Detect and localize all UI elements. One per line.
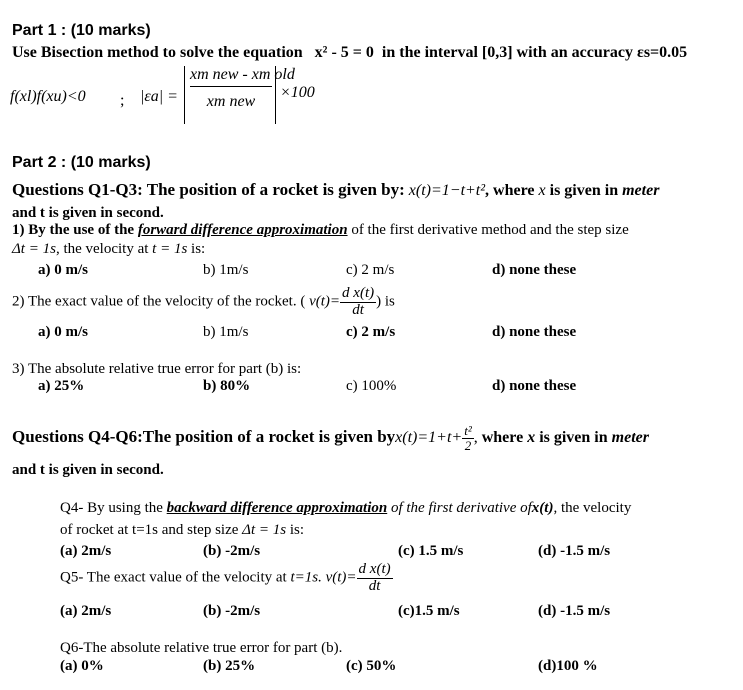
- q1-method: forward difference approximation: [137, 222, 348, 238]
- q4-6-meter: meter: [611, 428, 649, 446]
- q2-post: ) is: [376, 293, 395, 310]
- q3-option-a: a) 25%: [38, 378, 85, 394]
- q1-post: of the first derivative method and the step size: [347, 222, 629, 238]
- q4-6-intro-second-line: and t is given in second.: [12, 462, 164, 478]
- q2-derivative: [340, 286, 376, 319]
- q5-option-b: (b) -2m/s: [203, 603, 261, 619]
- q2-option-c: c) 2 m/s: [346, 324, 396, 340]
- q1-at: t = 1s: [152, 241, 188, 257]
- q1-option-b: b) 1m/s: [203, 262, 249, 278]
- q4-option-d: (d) -1.5 m/s: [538, 543, 611, 559]
- q1-3-meter: meter: [622, 182, 660, 199]
- q4-option-b: (b) -2m/s: [203, 543, 261, 559]
- q4-is: is:: [289, 522, 305, 538]
- q1-3-where: , where: [485, 182, 535, 199]
- q1-3-intro: [12, 180, 659, 200]
- q4-mid: of the first derivative of: [390, 500, 532, 516]
- q5-pre: Q5- The exact value of the velocity at: [60, 569, 287, 586]
- part1-accuracy: εs=0.05: [636, 44, 688, 61]
- part1-prompt-pre: Use Bisection method to solve the equation: [12, 44, 303, 61]
- error-lhs: |εa| =: [140, 88, 178, 105]
- q4-6-formula-den: 2: [464, 437, 472, 453]
- q6-option-d: (d)100 %: [538, 658, 598, 674]
- q4-6-intro-bold: Questions Q4-Q6:The position of a rocket is given by: [12, 426, 396, 446]
- q2-option-b: b) 1m/s: [203, 324, 249, 340]
- q3-option-d: d) none these: [492, 378, 577, 394]
- q1-option-a: a) 0 m/s: [38, 262, 88, 278]
- part1-prompt-post: in the interval [0,3] with an accuracy: [381, 44, 633, 61]
- q4-6-x: x: [527, 428, 536, 446]
- q1-option-d: d) none these: [492, 262, 577, 278]
- q5-option-d: (d) -1.5 m/s: [538, 603, 611, 619]
- q5-derivative-den: dt: [368, 577, 381, 594]
- abs-bar-left: [184, 66, 185, 124]
- q5-option-a: (a) 2m/s: [60, 603, 112, 619]
- q1-3-intro-second-line: and t is given in second.: [12, 205, 164, 221]
- q5-velocity-lhs: v(t)=: [325, 569, 357, 586]
- part1-title: Part 1 : (10 marks): [12, 22, 151, 39]
- q1-3-intro-bold: Questions Q1-Q3: The position of a rocket is given by:: [12, 180, 405, 199]
- q4-option-a: (a) 2m/s: [60, 543, 112, 559]
- part2-title: Part 2 : (10 marks): [12, 154, 151, 171]
- q3-option-c: c) 100%: [346, 378, 397, 394]
- q4-text-line2: [60, 522, 304, 539]
- q2-text: [12, 286, 395, 319]
- q1-step: Δt = 1s: [12, 241, 56, 257]
- abs-bar-right: [275, 66, 276, 124]
- q1-is: is:: [191, 241, 206, 257]
- q2-option-a: a) 0 m/s: [38, 324, 88, 340]
- q1-text: [12, 222, 629, 239]
- q6-option-c: (c) 50%: [346, 658, 397, 674]
- q1-3-x: x: [538, 182, 546, 199]
- q4-6-formula-frac: [462, 424, 474, 452]
- q5-at: t=1s.: [290, 569, 322, 586]
- q3-text: 3) The absolute relative true error for part (b) is:: [12, 361, 302, 377]
- q5-derivative-num: d x(t): [358, 561, 391, 577]
- bisection-condition: f(xl)f(xu)<0: [10, 88, 86, 105]
- error-numerator: xm new - xm old: [190, 66, 272, 87]
- q4-line2: of rocket at t=1s and step size: [60, 522, 239, 538]
- q6-option-a: (a) 0%: [60, 658, 104, 674]
- q2-pre: 2) The exact value of the velocity of the rocket. (: [12, 293, 306, 310]
- q4-option-c: (c) 1.5 m/s: [398, 543, 464, 559]
- q4-6-formula-pre: x(t)=1+t+: [395, 428, 463, 446]
- q4-method: backward difference approximation: [166, 500, 388, 516]
- q5-derivative: [357, 562, 393, 595]
- q5-option-c: (c)1.5 m/s: [398, 603, 460, 619]
- q4-text: [60, 500, 631, 517]
- condition-separator: ;: [120, 92, 125, 109]
- q2-option-d: d) none these: [492, 324, 577, 340]
- q1-option-c: c) 2 m/s: [346, 262, 395, 278]
- q4-fx: x(t): [531, 500, 554, 516]
- q1-3-position-formula: x(t)=1−t+t²: [408, 182, 486, 199]
- q3-option-b: b) 80%: [203, 378, 251, 394]
- q2-derivative-num: d x(t): [342, 285, 375, 301]
- q1-tail: , the velocity at: [55, 241, 149, 257]
- q1-text-line2: [12, 241, 205, 258]
- q4-6-formula-num: t²: [464, 423, 472, 438]
- error-denominator: xm new: [206, 93, 256, 110]
- part1-equation: x² - 5 = 0: [314, 44, 374, 61]
- q4-step: Δt = 1s: [242, 522, 287, 538]
- error-multiplier: ×100: [280, 84, 315, 101]
- q2-derivative-den: dt: [352, 301, 364, 318]
- q2-velocity-lhs: v(t)=: [309, 293, 341, 310]
- q4-6-formula-comma: ,: [473, 428, 478, 446]
- q4-pre: Q4- By using the: [60, 500, 163, 516]
- q5-text: [60, 562, 393, 595]
- q6-option-b: (b) 25%: [203, 658, 256, 674]
- q4-6-given-in: is given in: [539, 428, 608, 446]
- q1-3-given-in: is given in: [549, 182, 619, 199]
- q4-post: , the velocity: [553, 500, 632, 516]
- q4-6-intro: [12, 424, 649, 452]
- q6-text: Q6-The absolute relative true error for part (b).: [60, 640, 343, 656]
- q1-pre: 1) By the use of the: [12, 222, 135, 238]
- part1-prompt: [12, 44, 687, 62]
- error-fraction: [190, 66, 295, 111]
- q4-6-where: where: [481, 428, 524, 446]
